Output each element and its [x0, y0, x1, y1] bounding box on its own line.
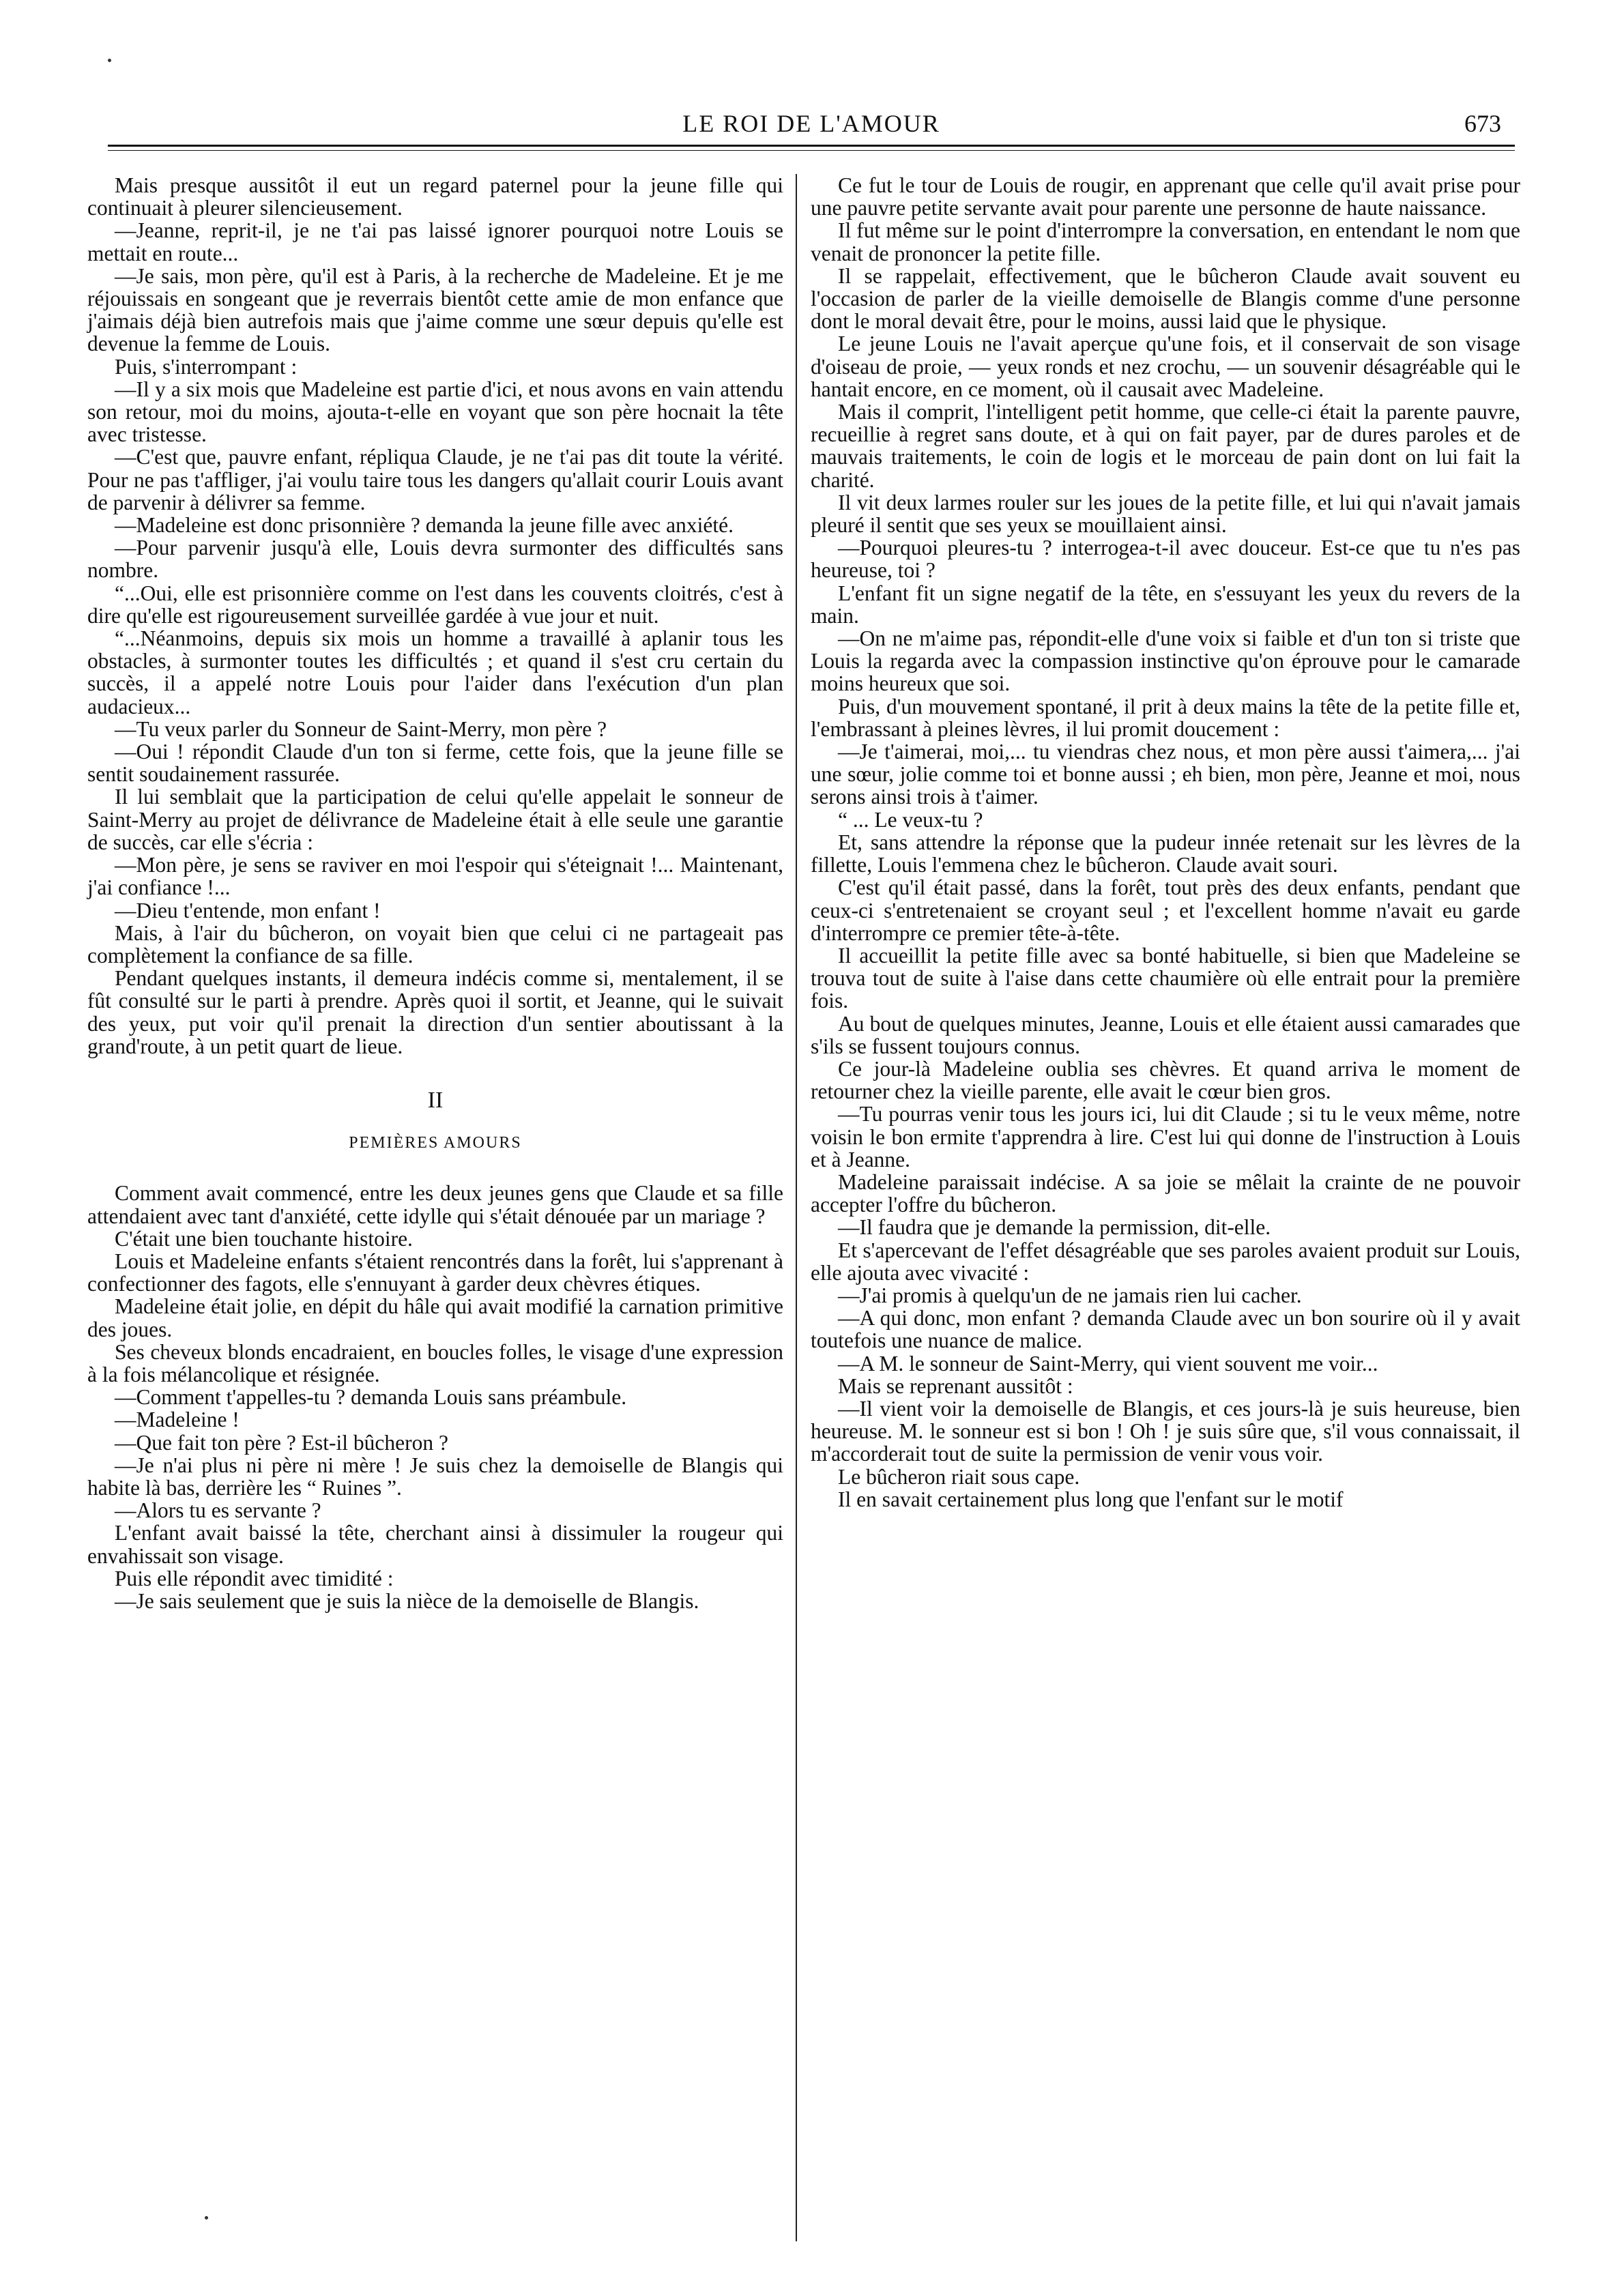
paragraph: Il fut même sur le point d'interrompre la conversation, en entendant le nom que venait de prononcer la petite fille.: [811, 218, 1520, 265]
paragraph: “...Néanmoins, depuis six mois un homme a travaillé à aplanir tous les obstacles, à surmonter toutes les difficultés ; et quand il s'est cru certain du succès, il a appelé notre Louis pour l'aider dans l'exécution d'un plan audacieux...: [87, 626, 783, 718]
paragraph: —On ne m'aime pas, répondit-elle d'une voix si faible et d'un ton si triste que Louis la regarda avec la compassion instinctive qu'on éprouve pour le camarade moins heureux que soi.: [811, 626, 1520, 696]
paragraph: Ce jour-là Madeleine oublia ses chèvres. Et quand arriva le moment de retourner chez la vieille parente, elle avait le cœur bien gros.: [811, 1056, 1520, 1104]
paragraph: Le bûcheron riait sous cape.: [838, 1464, 1080, 1489]
paragraph: —Madeleine !: [115, 1408, 240, 1432]
paragraph: —A M. le sonneur de Saint-Merry, qui vient souvent me voir...: [838, 1351, 1378, 1376]
left-paragraphs-after: [87, 1182, 783, 1612]
paragraph: Et, sans attendre la réponse que la pudeur innée retenait sur les lèvres de la fillette, Louis l'emmena chez le bûcheron. Claude avait souri.: [811, 830, 1520, 877]
paragraph: Mais se reprenant aussitôt :: [838, 1373, 1073, 1398]
paragraph: —Oui ! répondit Claude d'un ton si ferme, cette fois, que la jeune fille se sentit soudainement rassurée.: [87, 740, 783, 787]
paragraph: —Pourquoi pleures-tu ? interrogea-t-il avec douceur. Est-ce que tu n'es pas heureuse, toi ?: [811, 536, 1520, 583]
paragraph: Il se rappelait, effectivement, que le bûcheron Claude avait souvent eu l'occasion de parler de la vieille demoiselle de Blangis comme d'une personne dont le moral devait être, pour le moins, aussi laid que le physique.: [811, 263, 1520, 334]
paragraph: —Dieu t'entende, mon enfant !: [115, 898, 381, 922]
print-speck: [205, 2216, 208, 2220]
paragraph: —Tu veux parler du Sonneur de Saint-Merry, mon père ?: [115, 716, 607, 741]
paragraph: Il vit deux larmes rouler sur les joues de la petite fille, et lui qui n'avait jamais pleuré il sentit que ses yeux se mouillaient ainsi.: [811, 490, 1520, 538]
running-title: LE ROI DE L'AMOUR: [682, 110, 940, 137]
paragraph: C'est qu'il était passé, dans la forêt, tout près des deux enfants, pendant que ceux-ci s'entretenaient se croyant seul ; et l'excellent homme n'avait eu garde d'interrompre ce premier tête-à-tête.: [811, 875, 1520, 945]
left-paragraphs-before: [87, 174, 783, 1058]
paragraph: —Je sais, mon père, qu'il est à Paris, à la recherche de Madeleine. Et je me réjouissais en songeant que je reverrais bientôt cette amie de mon enfance que j'aimais déjà bien autrefois mais que j'aime comme une sœur depuis qu'elle est devenue la femme de Louis.: [87, 263, 783, 356]
paragraph: —Je sais seulement que je suis la nièce de la demoiselle de Blangis.: [115, 1588, 699, 1613]
paragraph: Mais presque aussitôt il eut un regard paternel pour la jeune fille qui continuait à pleurer silencieusement.: [87, 173, 783, 220]
header-rule-thin: [108, 150, 1515, 151]
paragraph: Comment avait commencé, entre les deux jeunes gens que Claude et sa fille attendaient avec tant d'anxiété, cette idylle qui s'était dénouée par un mariage ?: [87, 1181, 783, 1228]
paragraph: C'était une bien touchante histoire.: [115, 1226, 413, 1251]
paragraph: Il lui semblait que la participation de celui qu'elle appelait le sonneur de Saint-Merry au projet de délivrance de Madeleine était à elle seule une garantie de succès, car elle s'écria :: [87, 785, 783, 854]
paragraph: Au bout de quelques minutes, Jeanne, Louis et elle étaient aussi camarades que s'ils se fussent toujours connus.: [811, 1011, 1520, 1058]
paragraph: Il en savait certainement plus long que l'enfant sur le motif: [838, 1487, 1344, 1511]
paragraph: —A qui donc, mon enfant ? demanda Claude avec un bon sourire où il y avait toutefois une nuance de malice.: [811, 1306, 1520, 1353]
paragraph: —Madeleine est donc prisonnière ? demanda la jeune fille avec anxiété.: [115, 513, 734, 538]
paragraph: L'enfant avait baissé la tête, cherchant ainsi à dissimuler la rougeur qui envahissait son visage.: [87, 1521, 783, 1568]
section-number: II: [427, 1087, 444, 1113]
paragraph: —Il y a six mois que Madeleine est partie d'ici, et nous avons en vain attendu son retour, moi du moins, ajouta-t-elle en voyant que son père hocnait la tête avec tristesse.: [87, 377, 783, 447]
column-divider: [796, 174, 797, 2241]
paragraph: Ce fut le tour de Louis de rougir, en apprenant que celle qu'il avait prise pour une pauvre petite servante avait pour parente une personne de haute naissance.: [811, 173, 1520, 220]
paragraph: Puis, s'interrompant :: [115, 354, 298, 379]
paragraph: —Jeanne, reprit-il, je ne t'ai pas laissé ignorer pourquoi notre Louis se mettait en route...: [87, 218, 783, 265]
paragraph: Louis et Madeleine enfants s'étaient rencontrés dans la forêt, lui s'apprenant à confectionner des fagots, elle s'ennuyant à garder deux chèvres étiques.: [87, 1249, 783, 1296]
paragraph: Mais il comprit, l'intelligent petit homme, que celle-ci était la parente pauvre, recueillie à regret sans doute, et à qui on fait payer, par de dures paroles et de mauvais traitements, le coin de logis et le morceau de pain dont on lui fait la charité.: [811, 400, 1520, 492]
paragraph: —Il faudra que je demande la permission, dit-elle.: [838, 1215, 1271, 1240]
left-column: [87, 174, 783, 1612]
print-speck: [108, 59, 111, 62]
paragraph: Puis elle répondit avec timidité :: [115, 1566, 394, 1590]
paragraph: —Je n'ai plus ni père ni mère ! Je suis chez la demoiselle de Blangis qui habite là bas, derrière les “ Ruines ”.: [87, 1453, 783, 1500]
paragraph: —Que fait ton père ? Est-il bûcheron ?: [115, 1430, 448, 1455]
paragraph: Madeleine était jolie, en dépit du hâle qui avait modifié la carnation primitive des joues.: [87, 1294, 783, 1341]
paragraph: —J'ai promis à quelqu'un de ne jamais rien lui cacher.: [838, 1283, 1302, 1307]
paragraph: “...Oui, elle est prisonnière comme on l'est dans les couvents cloitrés, c'est à dire qu'elle est rigoureusement surveillée gardée à vue jour et nuit.: [87, 581, 783, 628]
right-paragraphs: [811, 174, 1520, 1511]
page-number: 673: [1464, 110, 1501, 137]
paragraph: L'enfant fit un signe negatif de la tête, en s'essuyant les yeux du revers de la main.: [811, 581, 1520, 628]
paragraph: Ses cheveux blonds encadraient, en boucles folles, le visage d'une expression à la fois mélancolique et résignée.: [87, 1339, 783, 1386]
paragraph: Puis, d'un mouvement spontané, il prit à deux mains la tête de la petite fille et, l'embrassant à pleines lèvres, il lui promit doucement :: [811, 694, 1520, 741]
paragraph: —Mon père, je sens se raviver en moi l'espoir qui s'éteignait !... Maintenant, j'ai confiance !...: [87, 853, 783, 900]
paragraph: Mais, à l'air du bûcheron, on voyait bien que celui ci ne partageait pas complètement la confiance de sa fille.: [87, 920, 783, 967]
paragraph: —Il vient voir la demoiselle de Blangis, et ces jours-là je suis heureuse, bien heureuse. M. le sonneur est si bon ! Oh ! je suis sûre que, s'il vous connaissait, il m'accorderait tout de suite la permission de venir vous voir.: [811, 1396, 1520, 1466]
running-header: [108, 102, 1515, 145]
section-title: PEMIÈRES AMOURS: [349, 1134, 522, 1152]
paragraph: —Je t'aimerai, moi,... tu viendras chez nous, et mon père aussi t'aimera,... j'ai une sœur, jolie comme toi et bonne aussi ; eh bien, mon père, Jeanne et moi, nous serons ainsi trois à t'aimer.: [811, 740, 1520, 809]
paragraph: Il accueillit la petite fille avec sa bonté habituelle, si bien que Madeleine se trouva tout de suite à l'aise dans cette chaumière où elle entrait pour la première fois.: [811, 943, 1520, 1013]
paragraph: —Tu pourras venir tous les jours ici, lui dit Claude ; si tu le veux même, notre voisin le bon ermite t'apprendra à lire. C'est lui qui donne de l'instruction à Louis et à Jeanne.: [811, 1102, 1520, 1172]
paragraph: Et s'apercevant de l'effet désagréable que ses paroles avaient produit sur Louis, elle ajouta avec vivacité :: [811, 1238, 1520, 1285]
paragraph: —Pour parvenir jusqu'à elle, Louis devra surmonter des difficultés sans nombre.: [87, 536, 783, 583]
paragraph: —C'est que, pauvre enfant, répliqua Claude, je ne t'ai pas dit toute la vérité. Pour ne pas t'affliger, j'ai voulu taire tous les dangers qu'allait courir Louis avant de parvenir à délivrer sa femme.: [87, 445, 783, 514]
paragraph: “ ... Le veux-tu ?: [838, 807, 983, 832]
paragraph: Pendant quelques instants, il demeura indécis comme si, mentalement, il se fût consulté sur le parti à prendre. Après quoi il sortit, et Jeanne, qui le suivait des yeux, put voir qu'il prenait la direction d'un sentier aboutissant à la grand'route, à un petit quart de lieue.: [87, 966, 783, 1058]
paragraph: Le jeune Louis ne l'avait aperçue qu'une fois, et il conservait de son visage d'oiseau de proie, — yeux ronds et nez crochu, — un souvenir désagréable qui le hantait encore, en ce moment, où il causait avec Madeleine.: [811, 332, 1520, 401]
right-column: [811, 174, 1520, 1511]
paragraph: Madeleine paraissait indécise. A sa joie se mêlait la crainte de ne pouvoir accepter l'offre du bûcheron.: [811, 1169, 1520, 1217]
paragraph: —Comment t'appelles-tu ? demanda Louis sans préambule.: [115, 1385, 627, 1410]
paragraph: —Alors tu es servante ?: [115, 1498, 321, 1523]
header-rule-thick: [108, 145, 1515, 147]
